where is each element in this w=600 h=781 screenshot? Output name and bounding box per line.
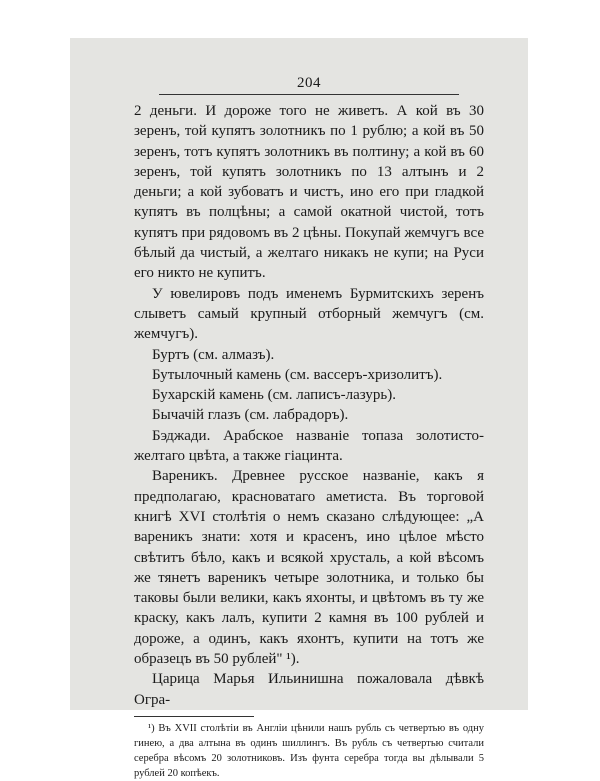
paragraph: Бэджади. Арабское названіе топаза золотисто-желтаго цвѣта, а также гіацинта. [134,427,484,465]
book-page [70,38,528,779]
paragraph: Бутылочный камень (см. вассеръ-хризолитъ). [152,366,443,383]
footnote-rule [134,716,254,717]
paragraph: 2 деньги. И дороже того не живетъ. А кой въ 30 зеренъ, той купятъ золотникъ по 1 рублю; а кой въ 50 зеренъ, тотъ купятъ золотникъ въ полтину; а кой въ 60 зеренъ, той купятъ золотникъ по 13 алтынъ и 2 деньги; а кой зубоватъ и чистъ, ино его при гладкой купятъ въ полцѣны; а самой окатной чистой, тотъ купятъ при рядовомъ въ 2 цѣны. Покупай жемчугъ все бѣлый да чистый, а желтаго никакъ не купи; на Руси его никто не купитъ. [134,103,484,282]
footnote: ¹) Въ XVII столѣтіи въ Англіи цѣнили нашъ рубль съ четвертью въ одну гинею, а два алтына въ одинъ шиллингъ. Въ рубль съ четвертью считали серебра вѣсомъ 20 золотниковъ. Изъ фунта серебра тогда вы дѣлывали 5 рублей 20 копѣекъ. [134,722,484,779]
paragraph: Царица Марья Ильинишна пожаловала дѣвкѣ Огра- [134,671,484,708]
paragraph: У ювелировъ подъ именемъ Бурмитскихъ зеренъ слыветъ самый крупный отборный жемчугъ (см. жемчугъ). [134,285,484,343]
header-rule [159,94,459,95]
paragraph: Бухарскій камень (см. лаписъ-лазурь). [152,387,396,404]
page-content [134,74,484,781]
paragraph: Вареникъ. Древнее русское названіе, какъ я предполагаю, красноватаго аметиста. Въ торговой книгѣ XVI столѣтія о немъ сказано слѣдующее: „А вареникъ знати: хотя и красенъ, ино цѣлое мѣсто свѣтитъ бѣло, какъ и всякой хрусталь, а кой вѣсомъ же тянетъ вареникъ четыре золотника, и только бы таковы были велики, какъ яхонты, и цвѣтомъ въ ту же краску, какъ лалъ, купити 2 камня въ 100 рублей и дороже, а одинъ, какъ яхонтъ, купити на тотъ же образецъ въ 50 рублей" ¹). [134,468,484,668]
paragraph: Буртъ (см. алмазъ). [152,346,275,363]
paragraph: Бычачій глазъ (см. лабрадоръ). [152,407,349,424]
page-number: 204 [297,75,321,91]
